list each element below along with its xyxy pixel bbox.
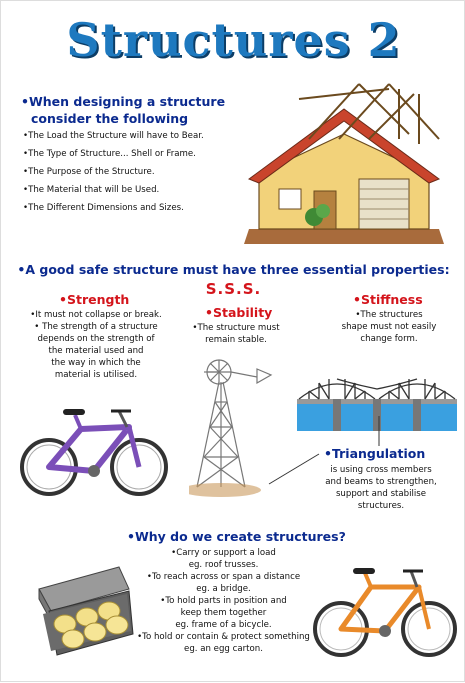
strength-line: the material used and (48, 346, 144, 356)
strength-line: •It must not collapse or break. (30, 310, 162, 320)
properties-heading: •A good safe structure must have three essential properties: (17, 262, 450, 277)
orange-bicycle-illustration (313, 561, 459, 661)
list-item: •The Load the Structure will have to Bear. (23, 131, 204, 141)
triangulation-heading: •Triangulation (324, 446, 426, 461)
stability-line: remain stable. (205, 335, 267, 345)
why-line: keep them together (180, 608, 267, 618)
triangulation-line: support and stabilise (335, 489, 427, 499)
stability-heading: •Stability (205, 305, 273, 320)
why-heading: •Why do we create structures? (127, 529, 346, 544)
why-line: •To hold or contain & protect something (137, 632, 310, 642)
stiffness-line: •The structures (355, 310, 423, 320)
why-line: eg. frame of a bicycle. (175, 620, 272, 630)
strength-heading: •Strength (59, 292, 130, 307)
list-item: •The Different Dimensions and Sizes. (23, 203, 184, 213)
list-item: •The Type of Structure... Shell or Frame. (23, 149, 196, 159)
why-line: •To hold parts in position and (160, 596, 287, 606)
triangulation-line: is using cross members (330, 465, 432, 475)
why-line: •To reach across or span a distance (146, 572, 301, 582)
stiffness-line: change form. (360, 334, 418, 344)
why-line: eg. roof trusses. (188, 560, 259, 570)
why-line: •Carry or support a load (171, 548, 276, 558)
designing-heading-line2: consider the following (31, 111, 189, 126)
why-line: eg. a bridge. (196, 584, 251, 594)
why-text (131, 547, 316, 655)
triangulation-text (301, 464, 461, 512)
strength-line: the way in which the (51, 358, 141, 368)
list-item: •The Purpose of the Structure. (23, 167, 155, 177)
poster-title: Structures 2 (66, 13, 401, 67)
why-line: eg. an egg carton. (184, 644, 263, 654)
stiffness-heading: •Stiffness (353, 292, 423, 307)
strength-line: depends on the strength of (37, 334, 155, 344)
triangulation-line: and beams to strengthen, (325, 477, 437, 487)
strength-line: • The strength of a structure (34, 322, 158, 332)
stiffness-line: shape must not easily (341, 322, 437, 332)
egg-carton-illustration (29, 559, 137, 659)
sss-label: S.S.S. (205, 280, 262, 298)
list-item: •The Material that will be Used. (23, 185, 160, 195)
stability-line: •The structure must (192, 323, 280, 333)
strength-line: material is utilised. (54, 370, 138, 380)
designing-heading-line1: •When designing a structure (21, 94, 226, 109)
triangulation-line: structures. (357, 501, 405, 511)
